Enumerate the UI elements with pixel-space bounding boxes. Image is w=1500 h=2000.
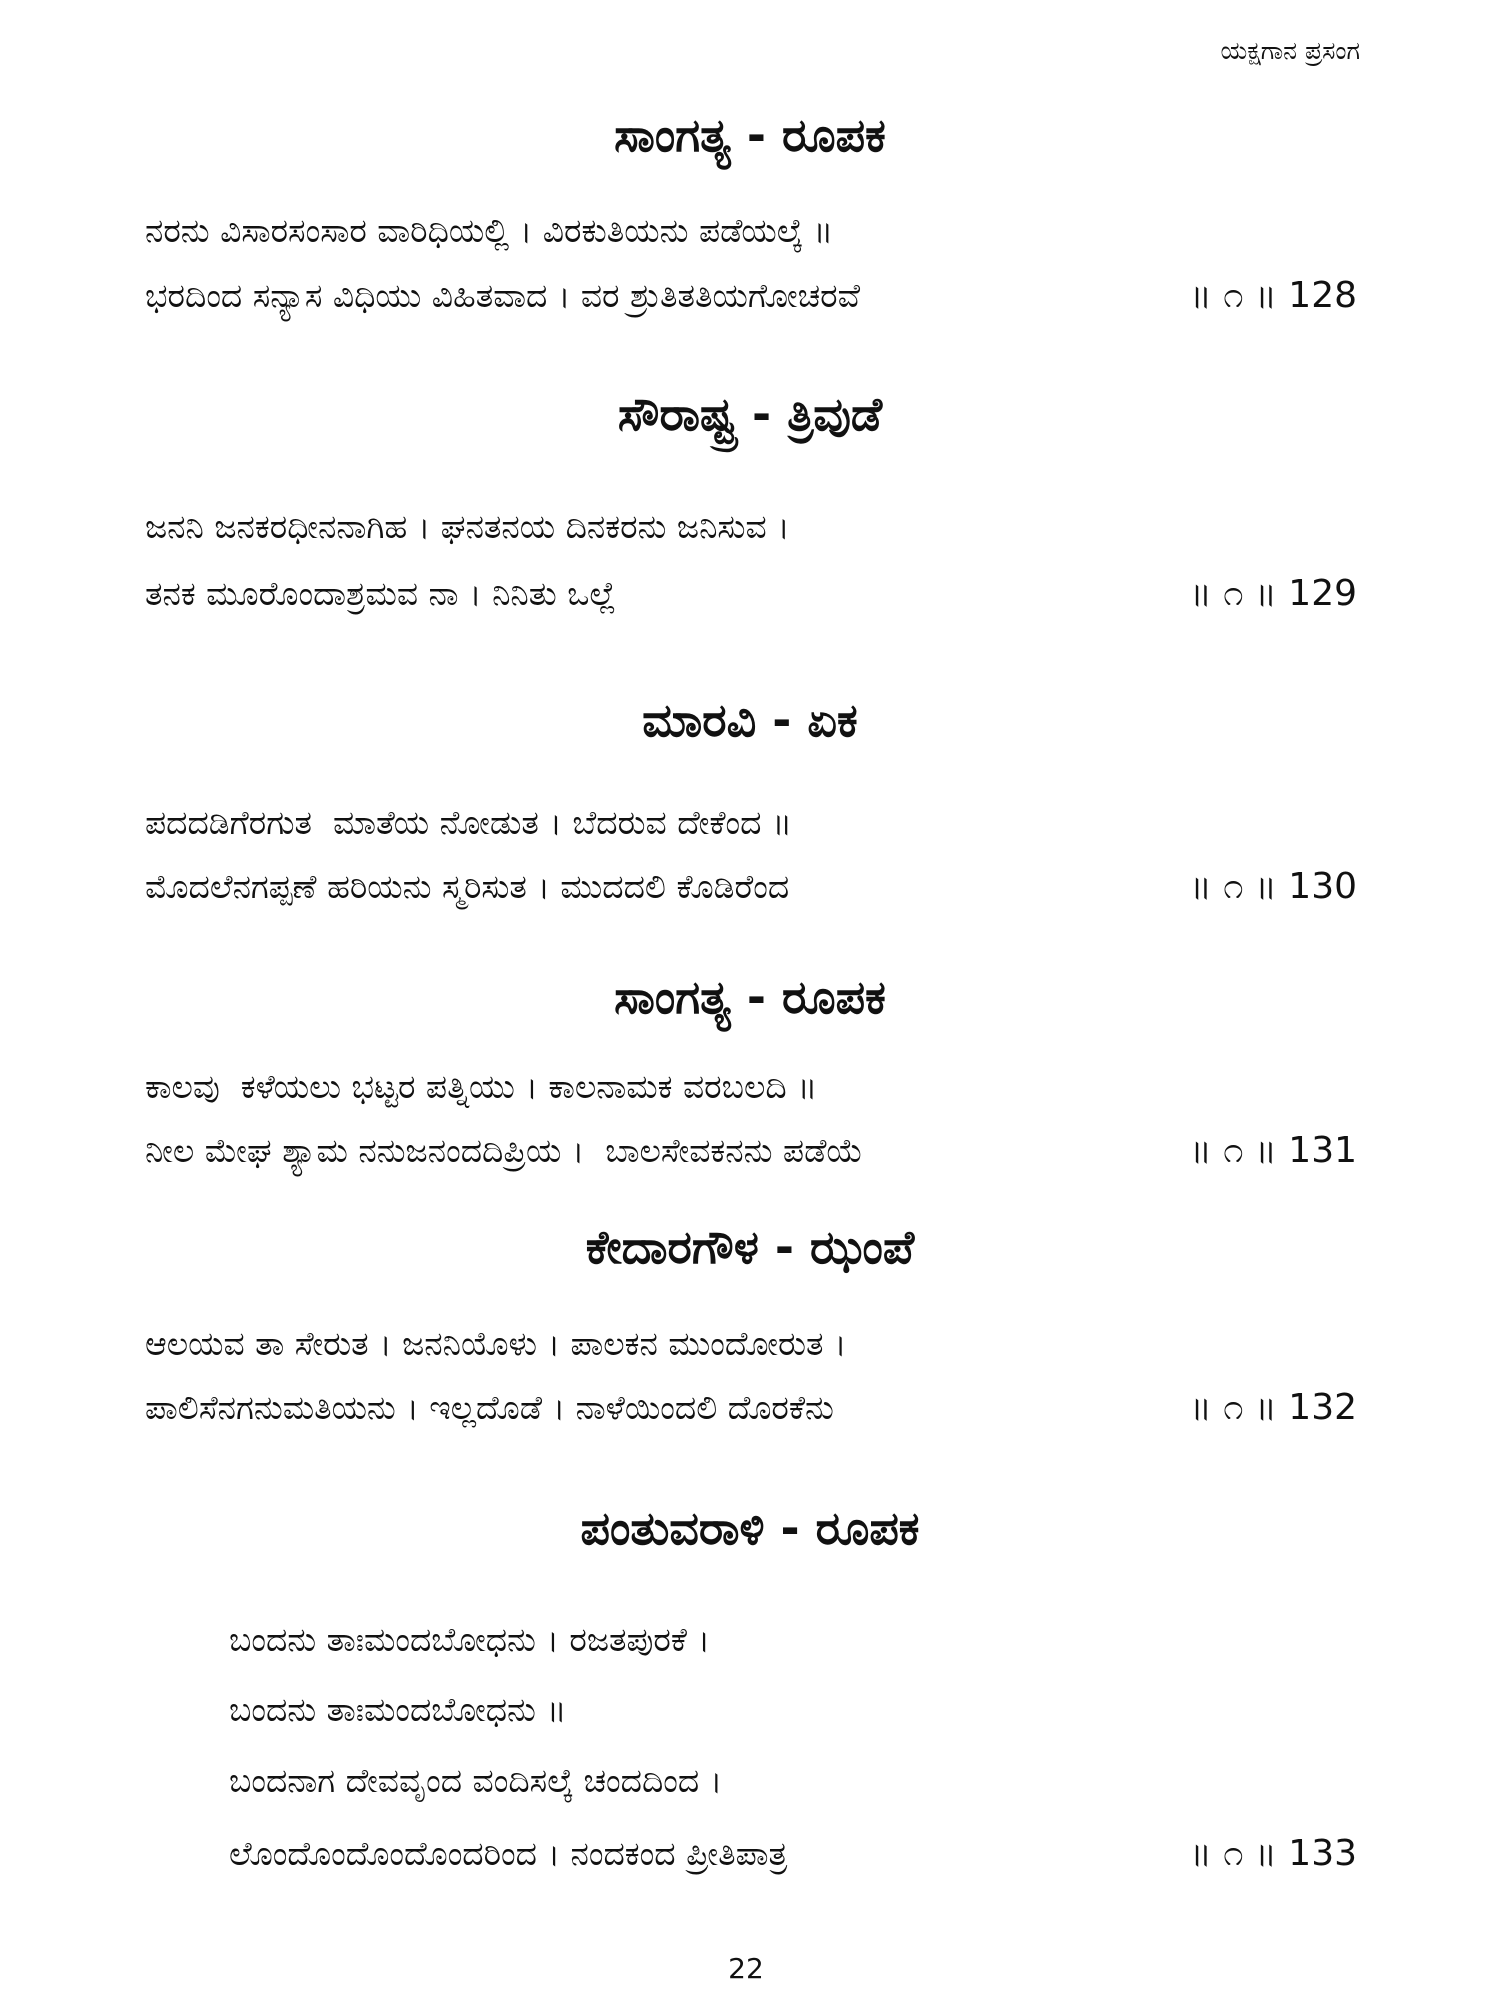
verse-number: ॥ ೧ ॥ 130 bbox=[1189, 866, 1357, 907]
page-number: 22 bbox=[728, 1952, 764, 1985]
verse-line: ಕಾಲವು ಕಳೆಯಲು ಭಟ್ಟರ ಪತ್ನಿಯು । ಕಾಲನಾಮಕ ವರಬಲದಿ ॥ bbox=[145, 1067, 818, 1106]
verse-line: ಬಂದನಾಗ ದೇವವೃಂದ ವಂದಿಸಲ್ಕೆ ಚಂದದಿಂದ । bbox=[229, 1761, 723, 1800]
verse-line: ಭರದಿಂದ ಸನ್ಯಾಸ ವಿಧಿಯು ವಿಹಿತವಾದ । ವರ ಶ್ರುತಿತತಿಯಗೋಚರವೆ bbox=[145, 276, 861, 315]
verse-line: ಆಲಯವ ತಾ ಸೇರುತ । ಜನನಿಯೊಳು । ಪಾಲಕನ ಮುಂದೋರುತ । bbox=[145, 1324, 847, 1363]
verse-number: ॥ ೧ ॥ 128 bbox=[1189, 275, 1357, 316]
verse-number: ॥ ೧ ॥ 131 bbox=[1189, 1130, 1357, 1171]
verse-number: ॥ ೧ ॥ 132 bbox=[1189, 1387, 1357, 1428]
section-heading: ಕೇದಾರಗೌಳ - ಝಂಪೆ bbox=[585, 1220, 915, 1274]
verse-line: ನೀಲ ಮೇಘ ಶ್ಯಾಮ ನನುಜನಂದದಿಪ್ರಿಯ । ಬಾಲಸೇವಕನನು ಪಡೆಯೆ bbox=[145, 1131, 864, 1170]
verse-line: ಜನನಿ ಜನಕರಧೀನನಾಗಿಹ । ಘನತನಯ ದಿನಕರನು ಜನಿಸುವ । bbox=[145, 507, 790, 546]
verse-number: ॥ ೧ ॥ 129 bbox=[1189, 573, 1357, 614]
section-heading: ಸಾಂಗತ್ಯ - ರೂಪಕ bbox=[614, 970, 886, 1024]
running-title: ಯಕ್ಷಗಾನ ಪ್ರಸಂಗ bbox=[1220, 36, 1360, 65]
verse-line: ಲೊಂದೊಂದೊಂದೊಂದರಿಂದ । ನಂದಕಂದ ಪ್ರೀತಿಪಾತ್ರ bbox=[229, 1834, 788, 1873]
verse-line: ನರನು ವಿಸಾರಸಂಸಾರ ವಾರಿಧಿಯಲ್ಲಿ । ವಿರಕುತಿಯನು ಪಡೆಯಲ್ಕೆ ॥ bbox=[145, 211, 834, 250]
section-heading: ಸಾಂಗತ್ಯ - ರೂಪಕ bbox=[614, 108, 886, 162]
verse-line: ಪಾಲಿಸೆನಗನುಮತಿಯನು । ಇಲ್ಲದೊಡೆ । ನಾಳೆಯಿಂದಲಿ ದೊರಕೆನು bbox=[145, 1388, 834, 1427]
verse-line: ಬಂದನು ತಾಃಮಂದಬೋಧನು ॥ bbox=[229, 1690, 567, 1729]
section-heading: ಪಂತುವರಾಳಿ - ರೂಪಕ bbox=[580, 1501, 920, 1555]
verse-line: ಪದದಡಿಗೆರಗುತ ಮಾತೆಯ ನೋಡುತ । ಬೆದರುವ ದೇಕೆಂದ ॥ bbox=[145, 803, 793, 842]
verse-line: ಮೊದಲೆನಗಪ್ಪಣೆ ಹರಿಯನು ಸ್ಮರಿಸುತ । ಮುದದಲಿ ಕೊಡಿರೆಂದ bbox=[145, 867, 790, 906]
section-heading: ಮಾರವಿ - ಏಕ bbox=[642, 693, 858, 747]
verse-line: ತನಕ ಮೂರೊಂದಾಶ್ರಮವ ನಾ । ನಿನಿತು ಒಲ್ಲೆ bbox=[145, 574, 617, 613]
verse-number: ॥ ೧ ॥ 133 bbox=[1189, 1833, 1357, 1874]
verse-line: ಬಂದನು ತಾಃಮಂದಬೋಧನು । ರಜತಪುರಕೆ । bbox=[229, 1620, 711, 1659]
section-heading: ಸೌರಾಷ್ಟ್ರ - ತ್ರಿವುಡೆ bbox=[617, 387, 883, 441]
